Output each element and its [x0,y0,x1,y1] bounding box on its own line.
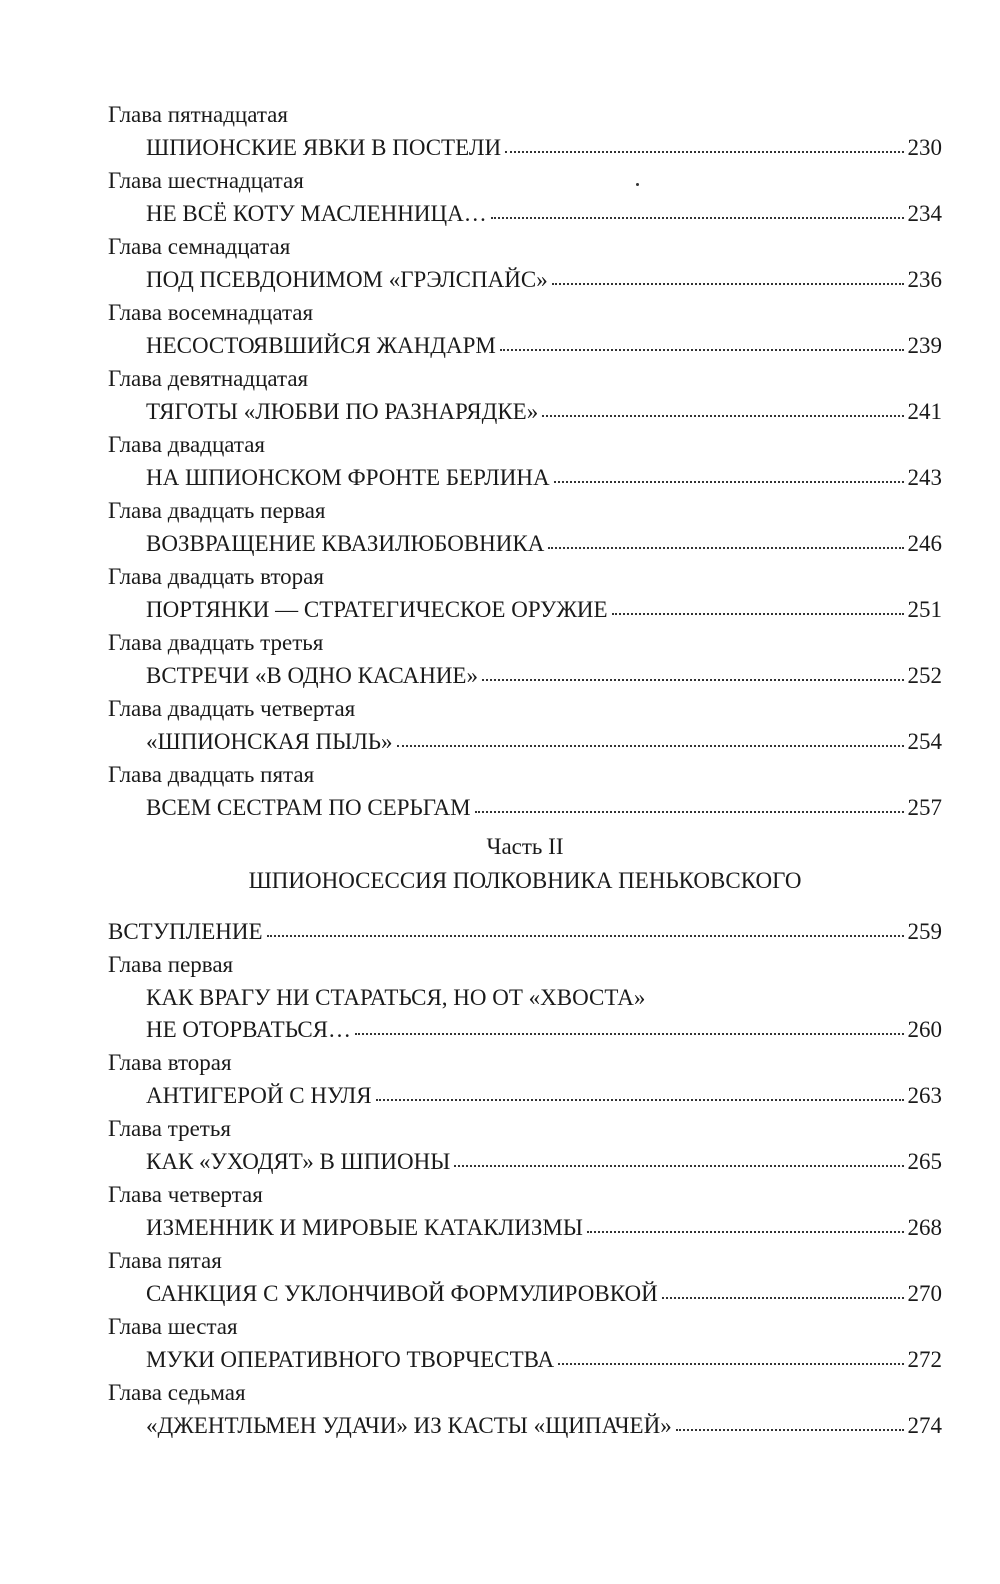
page-number: 265 [907,1149,942,1174]
chapter-title: ПОД ПСЕВДОНИМОМ «ГРЭЛСПАЙС» [146,267,548,292]
chapter-label: Глава пятнадцатая [108,102,288,127]
chapter-title-line-2: НЕ ОТОРВАТЬСЯ… [146,1017,352,1042]
page-number: 243 [907,465,942,490]
toc-entry[interactable] [108,362,942,428]
toc-line [108,726,942,758]
dot-leader [491,201,904,221]
toc-entry[interactable] [108,98,942,164]
dot-leader [454,1149,903,1169]
page-number: 252 [907,663,942,688]
page-number: 259 [907,919,942,944]
toc-line [108,396,942,428]
page-number: 254 [907,729,942,754]
chapter-title: ТЯГОТЫ «ЛЮБВИ ПО РАЗНАРЯДКЕ» [146,399,539,424]
dot-leader [612,597,904,617]
dot-leader [500,333,904,353]
intro-title: ВСТУПЛЕНИЕ [108,919,263,944]
chapter-title: «ШПИОНСКАЯ ПЫЛЬ» [146,729,393,754]
page-number: 251 [907,597,942,622]
chapter-title: «ДЖЕНТЛЬМЕН УДАЧИ» ИЗ КАСТЫ «ЩИПАЧЕЙ» [146,1413,672,1438]
page-number: 268 [907,1215,942,1240]
chapter-title: МУКИ ОПЕРАТИВНОГО ТВОРЧЕСТВА [146,1347,555,1372]
page-number: 234 [907,201,942,226]
toc-line [108,1278,942,1310]
page-number: 260 [907,1017,942,1042]
part-title: ШПИОНОСЕССИЯ ПОЛКОВНИКА ПЕНЬКОВСКОГО [248,868,802,893]
dot-leader [505,135,903,155]
toc-entry[interactable] [108,948,942,1046]
chapter-title: НА ШПИОНСКОМ ФРОНТЕ БЕРЛИНА [146,465,550,490]
page-number: 257 [907,795,942,820]
chapter-label: Глава восемнадцатая [108,300,314,325]
toc-page [108,98,942,1442]
chapter-label: Глава пятая [108,1248,222,1273]
chapter-label: Глава двадцатая [108,432,265,457]
chapter-label: Глава двадцать первая [108,498,326,523]
chapter-title: ВСТРЕЧИ «В ОДНО КАСАНИЕ» [146,663,478,688]
toc-entry[interactable] [108,560,942,626]
chapter-title-line-1: КАК ВРАГУ НИ СТАРАТЬСЯ, НО ОТ «ХВОСТА» [146,985,646,1010]
toc-entry[interactable] [108,296,942,362]
toc-line [108,1212,942,1244]
toc-entry[interactable] [108,626,942,692]
page-number: 274 [907,1413,942,1438]
dot-leader [376,1083,904,1103]
toc-line [108,330,942,362]
toc-entry[interactable] [108,1310,942,1376]
toc-entry[interactable] [108,1244,942,1310]
dot-leader [662,1281,904,1301]
dot-leader [267,919,904,939]
toc-line [108,132,942,164]
chapter-label: Глава двадцать третья [108,630,324,655]
chapter-label: Глава шестнадцатая [108,168,304,193]
part-heading: Часть II [486,834,564,859]
toc-line [108,264,942,296]
dot-leader [548,531,903,551]
page-number: 272 [907,1347,942,1372]
toc-entry[interactable] [108,1376,942,1442]
dot-leader [542,399,903,419]
dot-leader [552,267,904,287]
chapter-label: Глава семнадцатая [108,234,291,259]
toc-line [108,528,942,560]
chapter-title: НЕСОСТОЯВШИЙСЯ ЖАНДАРМ [146,333,496,358]
toc-section-2 [108,1046,942,1442]
toc-line [108,594,942,626]
dot-leader [558,1347,903,1367]
toc-entry[interactable] [108,1178,942,1244]
chapter-label: Глава шестая [108,1314,238,1339]
page-number: 236 [907,267,942,292]
toc-entry[interactable] [108,692,942,758]
toc-entry[interactable] [108,1112,942,1178]
dot-leader [587,1215,904,1235]
chapter-label: Глава третья [108,1116,231,1141]
toc-line [108,462,942,494]
toc-entry-intro[interactable] [108,916,942,948]
toc-section-1 [108,98,942,824]
toc-line [108,792,942,824]
toc-line [108,1014,942,1046]
page-number: 239 [907,333,942,358]
toc-entry[interactable] [108,494,942,560]
toc-entry[interactable] [108,1046,942,1112]
chapter-title: КАК «УХОДЯТ» В ШПИОНЫ [146,1149,451,1174]
dot-leader [482,663,904,683]
chapter-title: НЕ ВСЁ КОТУ МАСЛЕННИЦА… [146,201,487,226]
page-number: 230 [907,135,942,160]
chapter-label: Глава вторая [108,1050,232,1075]
chapter-label: Глава двадцать пятая [108,762,315,787]
chapter-label: Глава двадцать вторая [108,564,324,589]
dot-leader [554,465,904,485]
chapter-title: АНТИГЕРОЙ С НУЛЯ [146,1083,372,1108]
dot-leader [475,795,904,815]
toc-line [108,1146,942,1178]
toc-line [108,660,942,692]
chapter-title: САНКЦИЯ С УКЛОНЧИВОЙ ФОРМУЛИРОВКОЙ [146,1281,658,1306]
page-number: 263 [907,1083,942,1108]
chapter-label: Глава двадцать четвертая [108,696,356,721]
toc-entry[interactable] [108,758,942,824]
page-number: 241 [907,399,942,424]
dot-leader [397,729,904,749]
chapter-title: ИЗМЕННИК И МИРОВЫЕ КАТАКЛИЗМЫ [146,1215,583,1240]
dot-leader [355,1017,903,1037]
dot-leader [676,1413,904,1433]
chapter-title: ВОЗВРАЩЕНИЕ КВАЗИЛЮБОВНИКА [146,531,545,556]
page-number: 246 [907,531,942,556]
chapter-label: Глава девятнадцатая [108,366,309,391]
toc-line [108,198,942,230]
page-number: 270 [907,1281,942,1306]
toc-line [108,1344,942,1376]
chapter-label: Глава седьмая [108,1380,246,1405]
toc-line [108,1080,942,1112]
chapter-label: Глава четвертая [108,1182,263,1207]
chapter-title: ВСЕМ СЕСТРАМ ПО СЕРЬГАМ [146,795,471,820]
toc-entry[interactable] [108,164,942,230]
toc-entry[interactable] [108,428,942,494]
chapter-title: ПОРТЯНКИ — СТРАТЕГИЧЕСКОЕ ОРУЖИЕ [146,597,608,622]
chapter-title: ШПИОНСКИЕ ЯВКИ В ПОСТЕЛИ [146,135,502,160]
chapter-label: Глава первая [108,952,234,977]
toc-entry[interactable] [108,230,942,296]
toc-line [108,1410,942,1442]
